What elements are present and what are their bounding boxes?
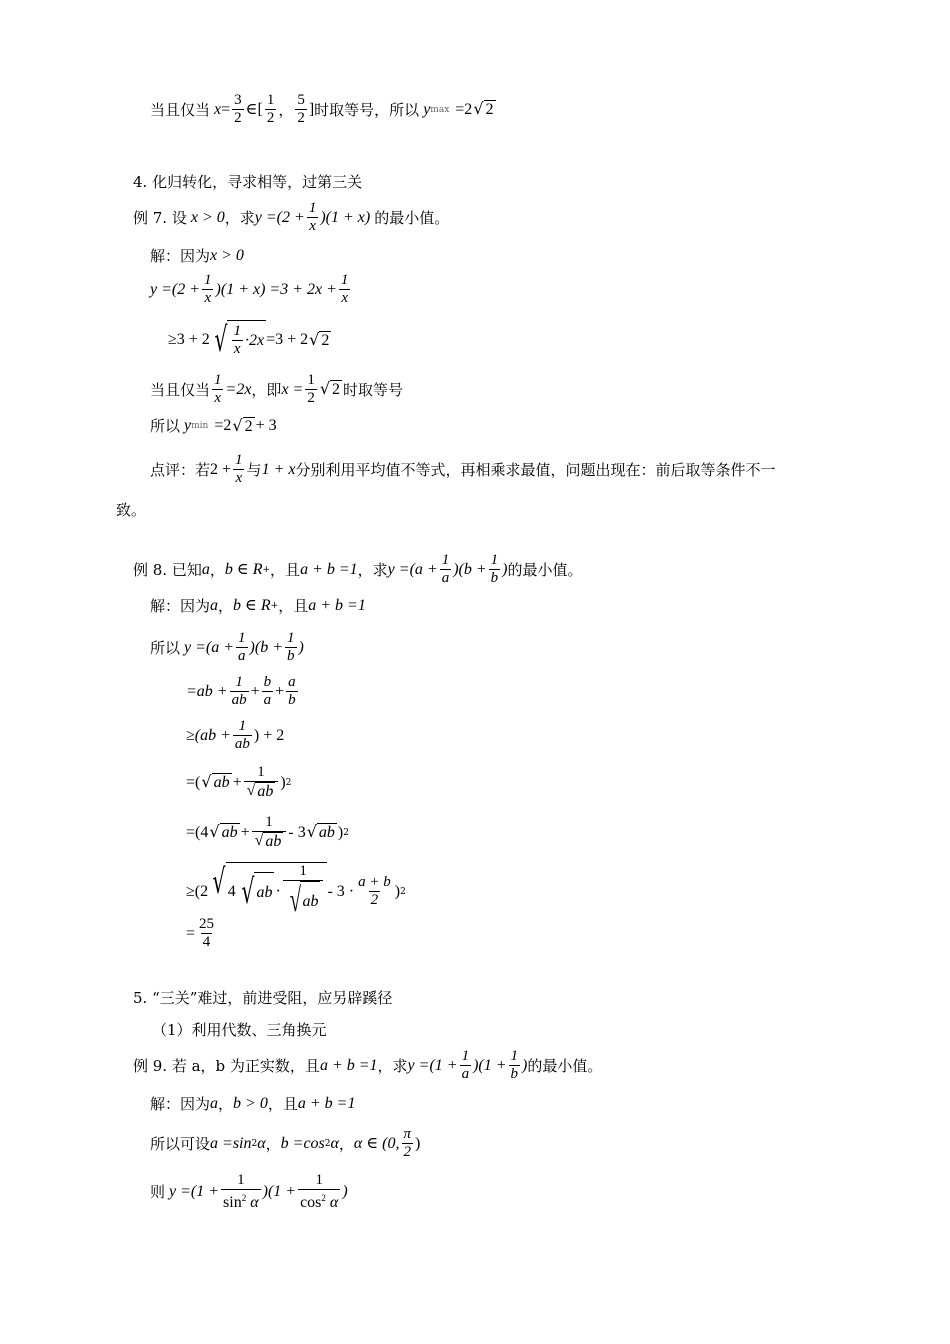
- ex8-solution-3: [186, 674, 300, 709]
- expr: y =(a +: [387, 560, 438, 578]
- cond: a + b =1: [300, 560, 358, 578]
- frac: [402, 1126, 414, 1161]
- expr: y =(2 +: [254, 208, 305, 226]
- cond: x > 0: [210, 247, 244, 264]
- sqrt-ab: [237, 872, 275, 912]
- num: 1: [340, 272, 349, 288]
- radicand: 2: [244, 417, 253, 435]
- expr: 2 +: [210, 460, 232, 478]
- cond: a + b =1: [319, 1056, 378, 1074]
- expr: ): [394, 882, 401, 900]
- expr: )(b +: [249, 638, 283, 656]
- den: a: [238, 648, 246, 664]
- num: 1: [510, 1048, 519, 1064]
- den: 2: [403, 1144, 411, 1160]
- den: a: [441, 570, 450, 586]
- text: ，求: [224, 208, 255, 227]
- radicand: 2: [332, 381, 341, 398]
- ex8-solution-1: [150, 596, 366, 616]
- expr: )(1 + x) =3 + 2x +: [215, 280, 337, 298]
- expr: y =(1 +: [407, 1056, 458, 1074]
- frac: [236, 630, 248, 665]
- text: 与: [246, 460, 262, 479]
- expr: y =(1 +: [169, 1183, 220, 1200]
- text: 分别利用平均值不等式，再相乘求最值，问题出现在：前后取等条件不一: [295, 460, 776, 479]
- text: ，且: [267, 1095, 298, 1113]
- frac: [305, 372, 317, 407]
- expr: =2x: [225, 380, 252, 398]
- radical-sign: √: [209, 822, 220, 841]
- frac: [339, 272, 351, 307]
- frac: [221, 1172, 261, 1212]
- radicand: ab: [257, 783, 274, 800]
- sqrt-ab: [209, 823, 239, 842]
- num: 1: [308, 200, 317, 216]
- frac: [262, 674, 274, 709]
- frac: [231, 323, 243, 358]
- big-sqrt: [208, 862, 327, 921]
- radical-sign: √: [254, 832, 264, 849]
- ex8-solution-8: [186, 916, 218, 951]
- sup-2: 2: [241, 1193, 247, 1203]
- frac-5-2: [295, 92, 307, 127]
- comma: ，: [278, 100, 294, 119]
- den: x: [235, 470, 243, 486]
- den: x: [341, 290, 348, 306]
- var-a: a: [210, 597, 219, 614]
- den: x: [233, 341, 241, 357]
- expr: ) + 2: [253, 726, 285, 744]
- text: 点评：若: [150, 460, 211, 479]
- plus: +: [250, 682, 260, 700]
- num: 25: [199, 916, 215, 932]
- radicand: ab: [300, 881, 320, 921]
- text: ，求: [377, 1056, 408, 1075]
- num: 1: [490, 552, 499, 568]
- radicand: 2: [485, 101, 494, 118]
- section-heading-4: 4. 化归转化，寻求相等，过第三关: [133, 173, 363, 191]
- den: 2: [234, 110, 242, 126]
- radical-sign: √: [201, 772, 212, 791]
- plus: +: [275, 682, 285, 700]
- text: 解：因为: [150, 597, 211, 615]
- text: ，且: [278, 597, 309, 615]
- expr: )(1 +: [473, 1056, 507, 1074]
- text: 解：因为: [150, 247, 211, 265]
- text: 所以可设: [150, 1134, 211, 1153]
- radical-sign: √: [319, 379, 331, 398]
- sqrt-ab: [255, 832, 284, 851]
- radical-sign: √: [289, 882, 301, 919]
- frac: [212, 372, 224, 407]
- text: 例 7. 设: [133, 208, 187, 227]
- den: x: [309, 218, 316, 234]
- frac: [298, 1172, 340, 1212]
- den: b: [287, 648, 295, 664]
- ex8-solution-7: [186, 862, 406, 921]
- den: a: [461, 1066, 470, 1082]
- frac-3-2: [232, 92, 244, 127]
- expr: y =(a +: [184, 638, 235, 656]
- ex8-solution-6: [186, 814, 349, 851]
- num: 1: [441, 552, 450, 568]
- text: 的最小值。: [527, 1056, 603, 1075]
- expr: y =(2 +: [150, 280, 201, 298]
- text: 解：因为: [150, 1095, 211, 1113]
- num: 1: [287, 630, 295, 646]
- alpha: α: [325, 1194, 339, 1211]
- num: 3: [234, 92, 242, 108]
- expr: - 3 ·: [327, 882, 355, 900]
- expr: ): [522, 1056, 528, 1074]
- cond: a + b =1: [297, 1095, 356, 1112]
- ex7-solution-1: [150, 246, 244, 266]
- expr: =ab +: [186, 682, 228, 700]
- ex8-solution-2: [150, 630, 304, 665]
- den: 2: [307, 390, 315, 406]
- frac: [283, 863, 324, 921]
- value: =2: [455, 100, 473, 118]
- sin: sin: [223, 1194, 242, 1211]
- ex9-solution-3: [150, 1172, 348, 1212]
- sqrt-ab: [286, 881, 321, 921]
- ex7-comment: [150, 452, 775, 487]
- num: 5: [297, 92, 305, 108]
- ex9-solution-1: [150, 1094, 355, 1114]
- num: 1: [214, 372, 222, 388]
- alpha: α: [257, 1134, 266, 1152]
- expr: α ∈ (0,: [353, 1134, 400, 1152]
- radical-sign: √: [212, 862, 226, 902]
- comma: ，: [218, 597, 234, 615]
- comma: ，: [218, 1095, 234, 1113]
- comma: ，: [265, 1134, 281, 1153]
- expr: ): [502, 560, 508, 578]
- expr: 4: [227, 883, 236, 900]
- plus: +: [232, 773, 242, 791]
- close: ]: [308, 100, 315, 118]
- frac: [356, 874, 393, 909]
- den: b: [490, 570, 499, 586]
- num: 1: [237, 1172, 245, 1188]
- var-a: a: [201, 560, 210, 578]
- expr: ≥(ab +: [186, 726, 231, 744]
- radical-sign: √: [214, 320, 228, 360]
- num: 1: [299, 863, 307, 879]
- num: 1: [265, 814, 273, 830]
- den: a: [263, 692, 272, 708]
- expr: ): [337, 823, 344, 841]
- sqrt-2: [309, 331, 331, 350]
- radicand: ab: [318, 824, 335, 841]
- radical-sign: √: [306, 822, 317, 841]
- expr: ): [298, 638, 304, 656]
- frac: [286, 674, 298, 709]
- frac: [233, 718, 252, 753]
- example-8-statement: [133, 552, 583, 587]
- expr: =2: [214, 417, 232, 434]
- den: b: [288, 692, 296, 708]
- num: a + b: [358, 874, 391, 890]
- text: 例 8. 已知: [133, 560, 202, 579]
- den: 2: [266, 110, 275, 126]
- example-9-statement: [133, 1048, 602, 1083]
- expr: ): [415, 1134, 421, 1152]
- den: 4: [202, 934, 211, 950]
- num: 1: [461, 1048, 470, 1064]
- frac: [230, 674, 249, 709]
- ex8-solution-5: [186, 764, 291, 801]
- expr: ·2x: [244, 331, 265, 349]
- text: ，求: [357, 560, 388, 579]
- frac: [233, 452, 245, 487]
- radical-sign: √: [241, 872, 255, 912]
- text: 当且仅当: [150, 380, 211, 399]
- frac: [460, 1048, 472, 1083]
- text: 所以: [150, 417, 181, 435]
- radicand: ab: [213, 774, 230, 791]
- frac-1-2: [265, 92, 277, 127]
- sup-2: 2: [321, 1193, 326, 1203]
- expr: )(1 +: [262, 1183, 297, 1200]
- cos: cos: [300, 1194, 322, 1211]
- var-y: y: [423, 100, 431, 118]
- num: 1: [233, 323, 241, 339]
- eq: =: [221, 100, 231, 118]
- text: 所以: [150, 638, 181, 657]
- radical-sign: √: [309, 329, 320, 349]
- text: 例 9. 若 a，b 为正实数，且: [133, 1056, 320, 1075]
- sqrt-ab: [201, 773, 231, 792]
- in: ∈[: [245, 100, 263, 118]
- text: 当且仅当: [150, 100, 211, 119]
- expr: 1 + x: [261, 460, 296, 478]
- subsection-5-1: （1）利用代数、三角换元: [152, 1021, 327, 1039]
- den: b: [510, 1066, 519, 1082]
- radical-sign: √: [473, 99, 484, 118]
- text: ，且: [270, 560, 301, 579]
- num: 1: [315, 1172, 323, 1188]
- ex8-solution-4: [186, 718, 284, 753]
- big-sqrt: [210, 320, 266, 360]
- text: 的最小值。: [507, 560, 583, 579]
- expr: x =: [281, 380, 304, 398]
- expr: =3 + 2: [266, 331, 309, 348]
- expr: + 3: [255, 417, 277, 434]
- expr: )(b +: [453, 560, 487, 578]
- num: 1: [266, 92, 275, 108]
- radicand: 2: [321, 331, 330, 349]
- sqrt-2: [473, 100, 495, 119]
- var-a: a: [210, 1095, 219, 1112]
- ex9-solution-2: [150, 1126, 420, 1161]
- frac: [202, 272, 214, 307]
- plus: +: [240, 823, 250, 841]
- expr: ): [342, 1183, 348, 1200]
- frac: [285, 630, 297, 665]
- expr: - 3: [288, 823, 306, 841]
- subscript-max: max: [430, 104, 450, 115]
- section-heading-5: 5. “三关”难过，前进受阻，应另辟蹊径: [133, 989, 393, 1007]
- sqrt-ab: [307, 823, 337, 842]
- sqrt-ab: [247, 782, 276, 801]
- sup-plus: +: [270, 601, 279, 611]
- example-7-statement: [133, 200, 449, 235]
- expr: b ∈ R: [233, 597, 271, 614]
- ex7-solution-5: [150, 416, 277, 436]
- var-x: x: [214, 100, 222, 118]
- ex7-solution-2: [150, 272, 352, 307]
- den: 2: [370, 892, 379, 908]
- num: 1: [257, 764, 265, 780]
- den: x: [214, 390, 222, 406]
- expr: ≥3 + 2: [168, 331, 210, 348]
- radicand: ab: [254, 872, 274, 912]
- num: a: [288, 674, 296, 690]
- cond: a + b =1: [308, 597, 366, 614]
- radicand: ab: [221, 824, 238, 841]
- num: π: [403, 1126, 412, 1142]
- text: 则: [150, 1183, 166, 1201]
- expr: b ∈ R: [224, 560, 263, 578]
- expr: a =sin: [210, 1134, 252, 1152]
- expr: =(4: [186, 823, 209, 841]
- den: ab: [231, 692, 247, 708]
- frac: [244, 764, 279, 801]
- alpha: α: [246, 1194, 259, 1211]
- var-y: y: [184, 417, 192, 434]
- alpha: α: [330, 1134, 339, 1152]
- num: 1: [235, 674, 243, 690]
- radical-sign: √: [232, 415, 243, 435]
- expr: b =cos: [280, 1134, 325, 1152]
- num: 1: [204, 272, 212, 288]
- frac: [252, 814, 287, 851]
- expr: =(: [186, 773, 201, 791]
- line-equality-condition-1: [150, 92, 497, 127]
- subscript-min: min: [191, 421, 209, 431]
- sup-2: 2: [251, 1138, 258, 1149]
- sup-2: 2: [343, 827, 349, 838]
- den: ab: [234, 736, 250, 752]
- ex7-solution-4: [150, 372, 403, 407]
- den: x: [204, 290, 212, 306]
- comma: ，: [209, 560, 225, 579]
- radicand: ab: [265, 833, 282, 850]
- expr: b > 0: [233, 1095, 268, 1112]
- expr: ): [280, 773, 286, 791]
- text: 时取等号，所以: [314, 100, 420, 119]
- text: ，即: [251, 380, 282, 399]
- num: 1: [238, 630, 246, 646]
- expr: ≥(2: [186, 882, 209, 900]
- ex7-comment-cont: 致。: [116, 501, 147, 519]
- num: 1: [238, 718, 247, 734]
- sqrt-2: [320, 380, 342, 399]
- text: 时取等号: [343, 380, 404, 399]
- ex7-solution-3: [168, 320, 332, 360]
- sup-plus: +: [262, 564, 271, 575]
- num: b: [263, 674, 272, 690]
- sup-2: 2: [400, 886, 406, 897]
- den: 2: [297, 110, 305, 126]
- expr: )(1 + x): [320, 208, 371, 226]
- comma: ，: [338, 1134, 354, 1153]
- expr: =: [186, 924, 196, 942]
- text: 的最小值。: [374, 208, 450, 227]
- frac: [489, 552, 501, 587]
- num: 1: [307, 372, 315, 388]
- sqrt-2: [232, 417, 254, 436]
- num: 1: [235, 452, 243, 468]
- radical-sign: √: [246, 782, 256, 799]
- cond: x > 0: [190, 208, 225, 226]
- sup-2: 2: [324, 1138, 331, 1149]
- frac: [197, 916, 216, 951]
- frac: [509, 1048, 521, 1083]
- frac: [307, 200, 319, 235]
- frac: [440, 552, 452, 587]
- dot: ·: [275, 883, 281, 900]
- sup-2: 2: [285, 777, 292, 788]
